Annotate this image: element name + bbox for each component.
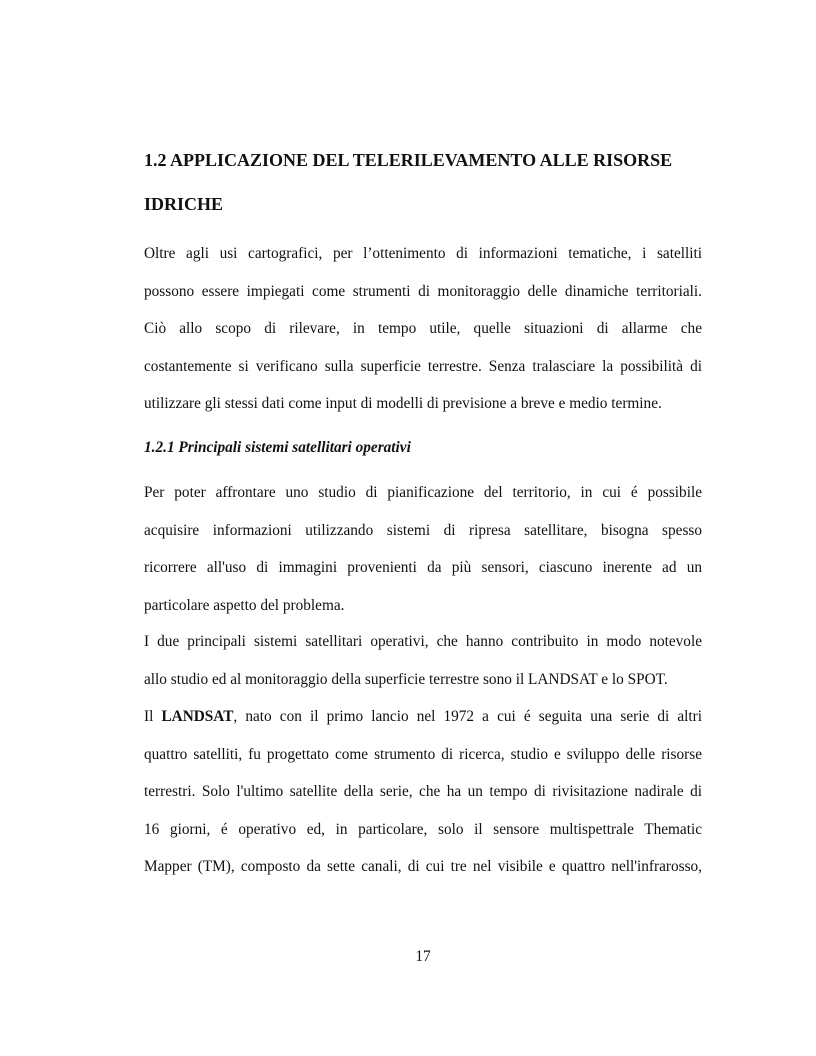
paragraph-4-line: terrestri. Solo l'ultimo satellite della serie, che ha un tempo di rivisitazione nadirale di	[144, 783, 702, 800]
intro-paragraph-line: Ciò allo scopo di rilevare, in tempo utile, quelle situazioni di allarme che	[144, 320, 702, 337]
subsection-heading: 1.2.1 Principali sistemi satellitari operativi	[144, 439, 411, 456]
paragraph-4-line-1	[144, 707, 702, 727]
landsat-bold-term: LANDSAT	[161, 708, 234, 725]
section-heading-line-1: 1.2 APPLICAZIONE DEL TELERILEVAMENTO ALLE RISORSE	[144, 150, 673, 170]
paragraph-2-line: acquisire informazioni utilizzando sistemi di ripresa satellitare, bisogna spesso	[144, 522, 702, 539]
paragraph-4-line: Mapper (TM), composto da sette canali, di cui tre nel visibile e quattro nell'infrarosso,	[144, 858, 702, 875]
paragraph-3-line: allo studio ed al monitoraggio della superficie terrestre sono il LANDSAT e lo SPOT.	[144, 671, 668, 688]
paragraph-3-line: I due principali sistemi satellitari operativi, che hanno contribuito in modo notevole	[144, 633, 702, 650]
intro-paragraph-line: utilizzare gli stessi dati come input di modelli di previsione a breve e medio termine.	[144, 395, 662, 412]
paragraph-4-line: quattro satelliti, fu progettato come strumento di ricerca, studio e sviluppo delle risorse	[144, 746, 702, 763]
page-number: 17	[415, 948, 431, 965]
paragraph-4-suffix: , nato con il primo lancio nel 1972 a cui é seguita una serie di altri	[233, 708, 702, 725]
intro-paragraph-line: possono essere impiegati come strumenti di monitoraggio delle dinamiche territoriali.	[144, 283, 702, 300]
paragraph-2-line: particolare aspetto del problema.	[144, 597, 345, 614]
paragraph-4-line: 16 giorni, é operativo ed, in particolare, solo il sensore multispettrale Thematic	[144, 821, 702, 838]
intro-paragraph-line: Oltre agli usi cartografici, per l’ottenimento di informazioni tematiche, i satelliti	[144, 245, 702, 262]
paragraph-4-prefix: Il	[144, 708, 162, 725]
intro-paragraph-line: costantemente si verificano sulla superficie terrestre. Senza tralasciare la possibilità di	[144, 358, 702, 375]
section-heading-line-2: IDRICHE	[144, 194, 224, 214]
paragraph-2-line: ricorrere all'uso di immagini provenienti da più sensori, ciascuno inerente ad un	[144, 559, 702, 576]
paragraph-2-line: Per poter affrontare uno studio di pianificazione del territorio, in cui é possibile	[144, 484, 702, 501]
